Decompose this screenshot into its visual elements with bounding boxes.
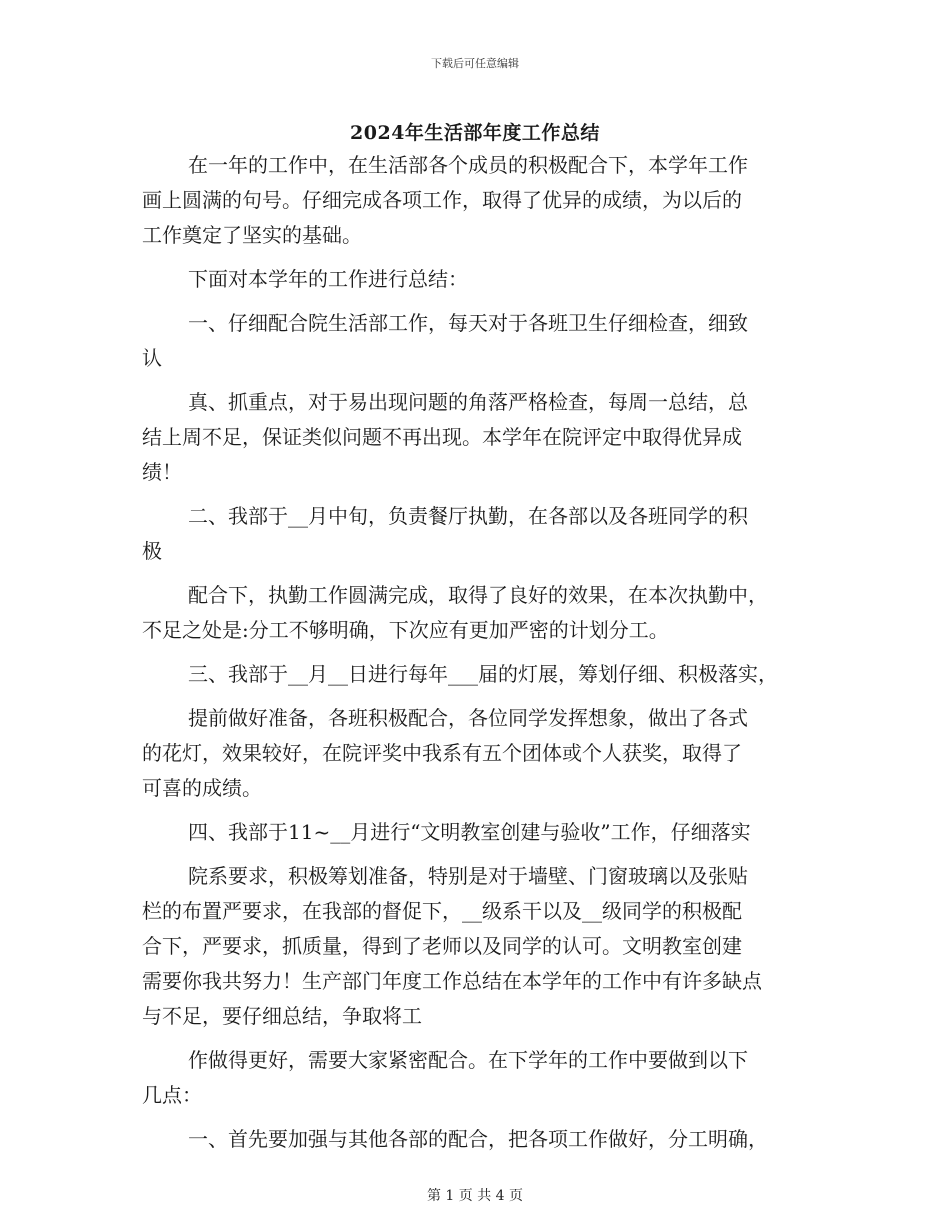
paragraph-line: 栏的布置严要求，在我部的督促下，__级系干以及__级同学的积极配 [142,899,742,923]
paragraph-line: 工作奠定了坚实的基础。 [142,223,362,247]
paragraph-line: 结上周不足，保证类似问题不再出现。本学年在院评定中取得优异成 [142,425,742,449]
paragraph-line: 三、我部于__月__日进行每年___届的灯展，筹划仔细、积极落实， [188,662,778,686]
paragraph-line: 的花灯，效果较好，在院评奖中我系有五个团体或个人获奖，取得了 [142,741,742,765]
paragraph-line: 认 [142,346,162,370]
paragraph-line: 几点： [142,1083,202,1107]
paragraph-line: 下面对本学年的工作进行总结： [188,267,468,291]
page-number: 第 1 页 共 4 页 [426,1188,524,1204]
document-title: 2024年生活部年度工作总结 [350,122,600,144]
paragraph-line: 与不足，要仔细总结，争取将工 [142,1004,422,1028]
document-body [142,148,822,1157]
paragraph-line: 二、我部于__月中旬，负责餐厅执勤，在各部以及各班同学的积 [188,504,748,528]
paragraph-line: 画上圆满的句号。仔细完成各项工作，取得了优异的成绩，为以后的 [142,188,742,212]
paragraph-line: 需要你我共努力！生产部门年度工作总结在本学年的工作中有许多缺点 [142,969,762,993]
paragraph-line: 在一年的工作中，在生活部各个成员的积极配合下，本学年工作 [188,153,748,177]
paragraph-line: 提前做好准备，各班积极配合，各位同学发挥想象，做出了各式 [188,706,748,730]
paragraph-line: 不足之处是:分工不够明确，下次应有更加严密的计划分工。 [142,618,669,642]
paragraph-line: 配合下，执勤工作圆满完成，取得了良好的效果，在本次执勤中， [188,583,768,607]
paragraph-line: 极 [142,539,162,563]
paragraph-line: 绩！ [142,460,182,484]
paragraph-line: 四、我部于11~__月进行“文明教室创建与验收”工作，仔细落实 [188,820,751,844]
paragraph-line: 一、仔细配合院生活部工作，每天对于各班卫生仔细检查，细致 [188,311,748,335]
paragraph-line: 合下，严要求，抓质量，得到了老师以及同学的认可。文明教室创建 [142,934,742,958]
paragraph-line: 院系要求，积极筹划准备，特别是对于墙壁、门窗玻璃以及张贴 [188,864,748,888]
paragraph-line: 真、抓重点，对于易出现问题的角落严格检查，每周一总结，总 [188,390,748,414]
paragraph-line: 可喜的成绩。 [142,776,262,800]
header-note: 下载后可任意编辑 [431,57,519,70]
paragraph-line: 作做得更好，需要大家紧密配合。在下学年的工作中要做到以下 [188,1048,748,1072]
paragraph-line: 一、首先要加强与其他各部的配合，把各项工作做好，分工明确， [188,1127,768,1151]
